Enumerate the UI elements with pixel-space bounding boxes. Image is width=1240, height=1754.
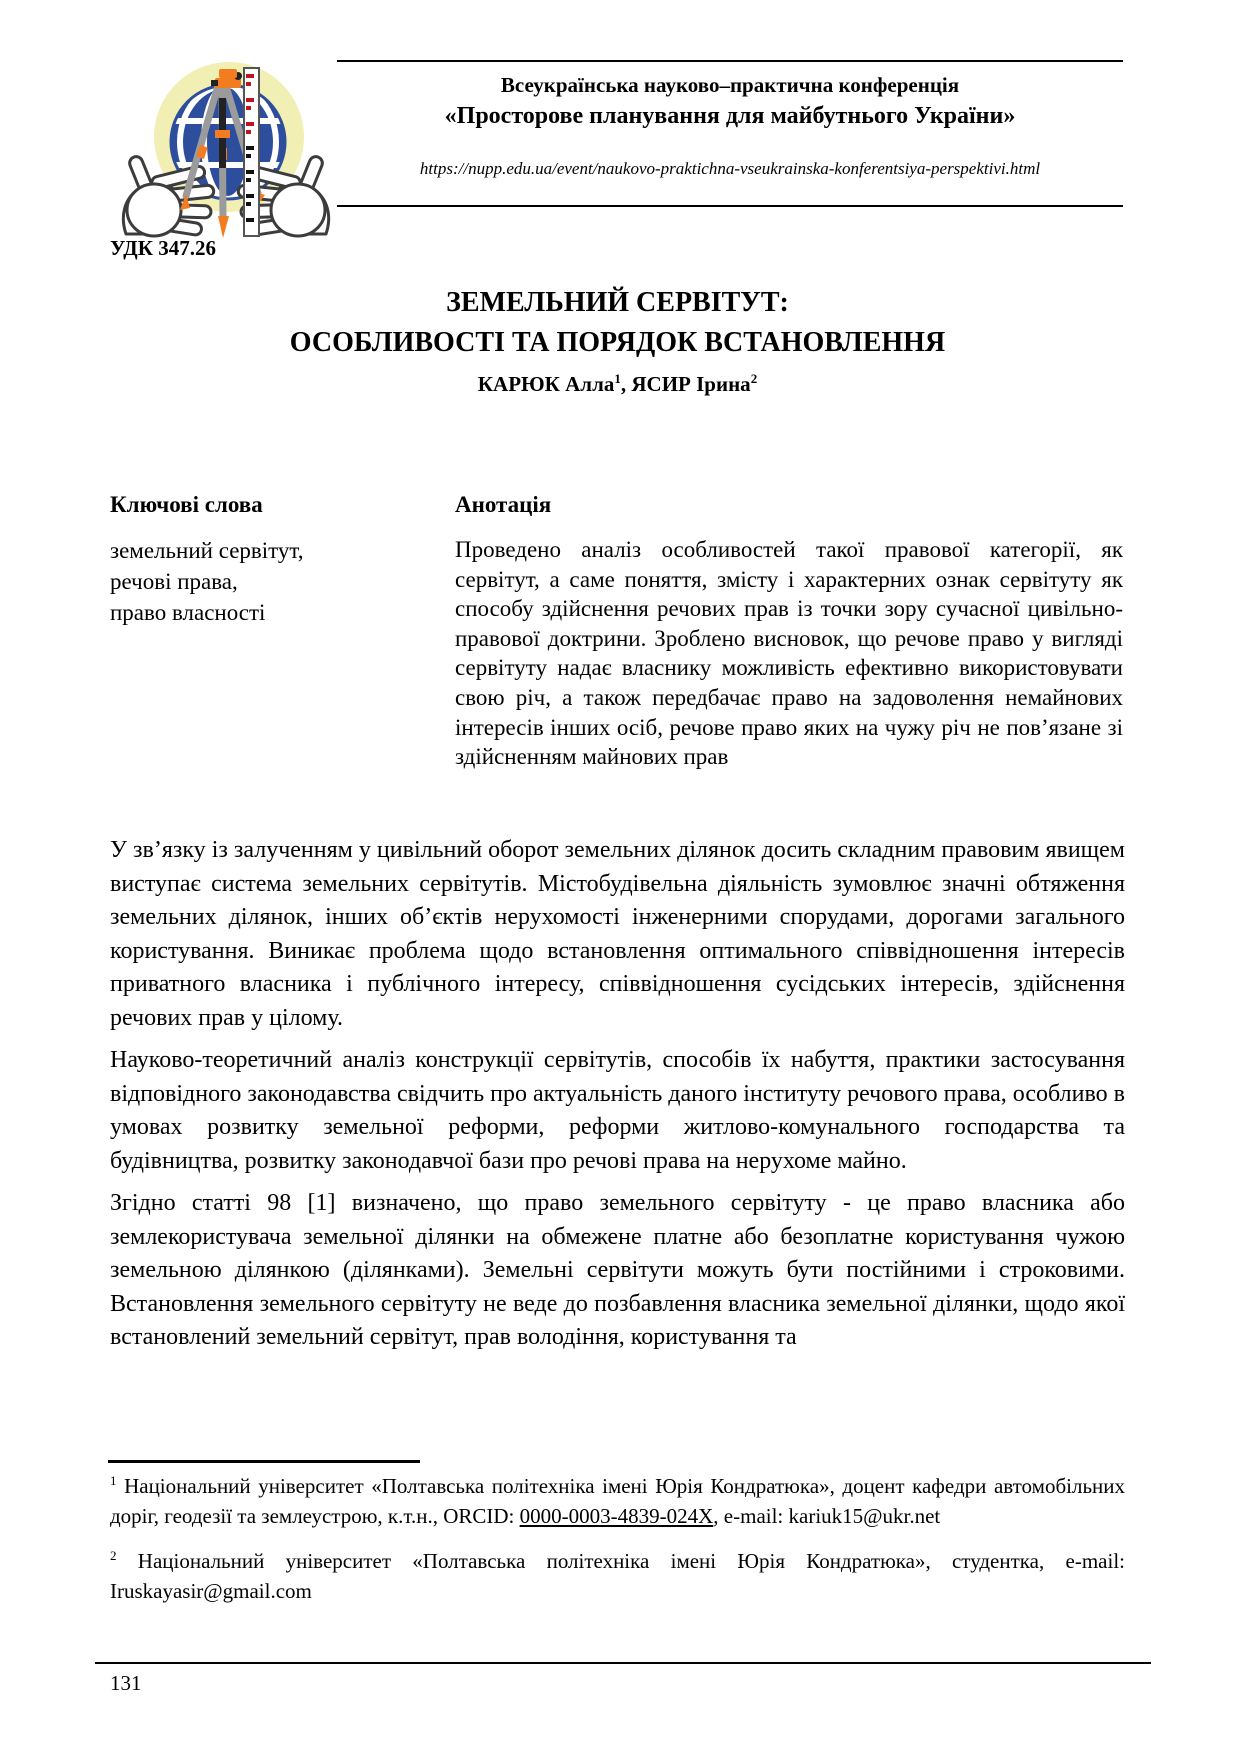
keyword-item: речові права,: [110, 569, 238, 594]
article-title-block: [110, 283, 1125, 397]
keywords-column: [110, 492, 440, 628]
footnote-1-text: Національний університет «Полтавська політехніка імені Юрія Кондратюка», доцент кафедри автомобільних доріг, геодезії та землеустрою, к.т.н., ORCID:: [110, 1474, 1125, 1528]
footnote-2-marker: 2: [110, 1548, 117, 1563]
keyword-item: право власності: [110, 600, 266, 625]
abstract-heading: Анотація: [455, 492, 552, 517]
abstract-column: [455, 492, 1123, 772]
footnote-2: [110, 1546, 1125, 1606]
body-paragraph: Згідно статті 98 [1] визначено, що право земельного сервітуту - це право власника або землекористувача земельної ділянки на обмежене платне або безоплатне користування чужою земельною ділянкою (ділянками). Земельні сервітути можуть бути постійними і строковими. Встановлення земельного сервітуту не веде до позбавлення власника земельної ділянки, щодо якої встановлений земельний сервітут, прав володіння, користування та: [110, 1190, 1125, 1350]
page-number: 131: [110, 1671, 142, 1695]
article-title-line-2: ОСОБЛИВОСТІ ТА ПОРЯДОК ВСТАНОВЛЕННЯ: [289, 327, 946, 358]
authors-separator: ,: [620, 372, 632, 396]
header-bottom-divider: [337, 205, 1123, 207]
article-title-line-1: ЗЕМЕЛЬНИЙ СЕРВІТУТ:: [446, 287, 789, 318]
author-2-name: ЯСИР Ірина: [631, 372, 751, 396]
abstract-text: Проведено аналіз особливостей такої правової категорії, як сервітут, а саме поняття, змісту і характерних ознак сервітуту як способу здійснення речових прав із точки зору сучасної цивільно-правової доктрини. Зроблено висновок, що речове право у вигляді сервітуту надає власнику можливість ефективно використовувати свою річ, а також передбачає право на задоволення немайнових інтересів інших осіб, речове право яких на чужу річ не пов’язане зі здійсненням майнових прав: [455, 537, 1123, 770]
authors-line: [110, 372, 1125, 397]
footnote-2-text: Національний університет «Полтавська політехніка імені Юрія Кондратюка», студентка, e-mail: Iruskayasir@gmail.com: [110, 1549, 1125, 1603]
author-1-name: КАРЮК Алла: [477, 372, 615, 396]
footnotes-block: [110, 1471, 1125, 1621]
conference-url: https://nupp.edu.ua/event/naukovo-praktichna-vseukrainska-konferentsiya-perspektivi.html: [419, 159, 1041, 178]
footnote-1-marker: 1: [110, 1473, 117, 1488]
header-top-divider: [337, 60, 1123, 62]
footnote-divider: [108, 1460, 420, 1463]
author-2-footnote-marker: 2: [750, 371, 758, 386]
geodesy-globe-hands-logo-icon: [112, 38, 340, 246]
keywords-list: [110, 535, 440, 628]
body-paragraph: У зв’язку із залученням у цивільний оборот земельних ділянок досить складним правовим явищем виступає система земельних сервітутів. Містобудівельна діяльність зумовлює значні обтяження земельних ділянок, інших об’єктів нерухомості інженерними спорудами, дорогами загального користування. Виникає проблема щодо встановлення оптимального співвідношення інтересів приватного власника і публічного інтересу, співвідношення сусідських інтересів, здійснення речових прав у цілому.: [110, 837, 1125, 1031]
footnote-1-text-after: , e-mail: kariuk15@ukr.net: [713, 1504, 941, 1528]
udc-code: УДК 347.26: [110, 236, 216, 260]
keywords-heading: Ключові слова: [110, 492, 263, 517]
footer-divider: [95, 1662, 1151, 1664]
conference-theme: «Просторове планування для майбутнього України»: [444, 103, 1016, 129]
body-paragraph: Науково-теоретичний аналіз конструкції сервітутів, способів їх набуття, практики застосування відповідного законодавства свідчить про актуальність даного інституту речового права, особливо в умовах розвитку земельної реформи, реформи житлово-комунального господарства та будівництва, розвитку законодавчої бази про речові права на нерухоме майно.: [110, 1047, 1125, 1174]
footnote-1: [110, 1471, 1125, 1531]
keyword-item: земельний сервітут,: [110, 538, 304, 563]
author-1-footnote-marker: 1: [614, 371, 621, 386]
conference-name: Всеукраїнська науково–практична конференція: [500, 73, 960, 97]
conference-logo: [112, 38, 340, 246]
conference-header: [337, 72, 1123, 179]
orcid-link[interactable]: 0000-0003-4839-024X: [519, 1504, 714, 1528]
article-body: [110, 834, 1125, 1364]
